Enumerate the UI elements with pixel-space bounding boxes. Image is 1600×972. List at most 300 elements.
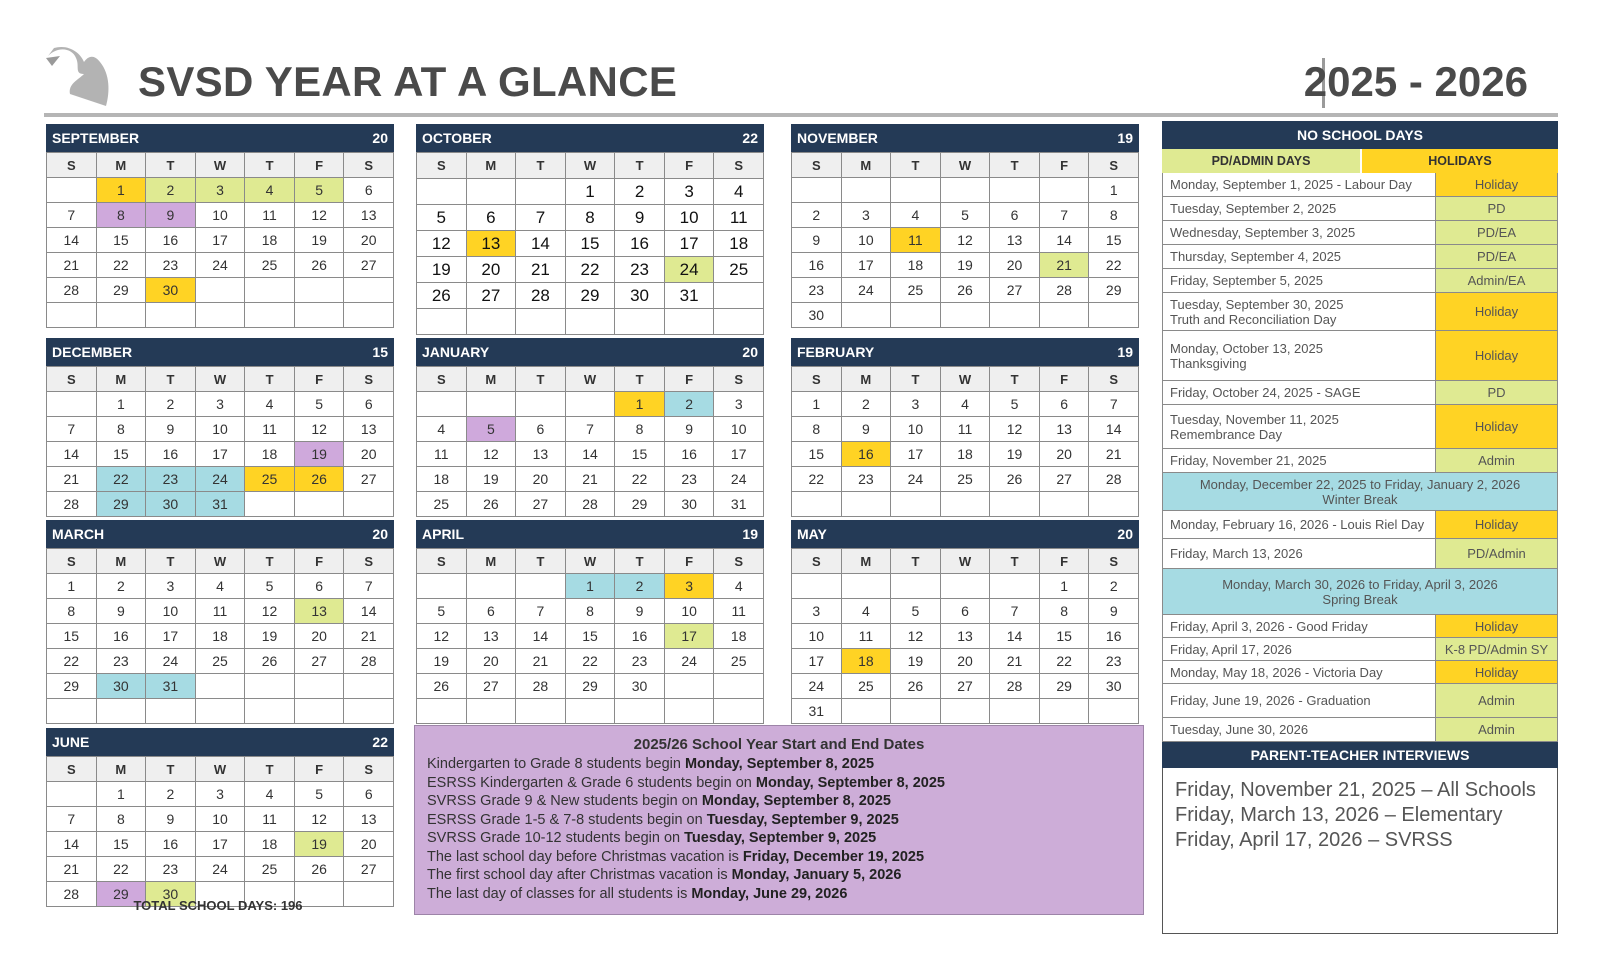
month-grid	[46, 756, 394, 907]
day-cell: 18	[245, 228, 295, 253]
day-cell: 11	[417, 442, 467, 467]
day-cell: 30	[665, 492, 715, 517]
day-cell: 16	[792, 253, 842, 278]
day-cell: 5	[891, 599, 941, 624]
day-cell: 29	[615, 492, 665, 517]
day-cell: 12	[245, 599, 295, 624]
day-cell: 15	[1089, 228, 1139, 253]
date-value: Monday, September 8, 2025	[684, 756, 875, 772]
weekday-label: T	[146, 153, 196, 178]
day-cell: 3	[891, 392, 941, 417]
empty-cell	[516, 309, 566, 335]
day-cell: 6	[990, 203, 1040, 228]
date-subtext: Truth and Reconciliation Day	[1170, 311, 1337, 327]
day-cell: 6	[941, 599, 991, 624]
empty-cell	[245, 674, 295, 699]
day-cell: 21	[47, 857, 97, 882]
day-cell: 28	[47, 882, 97, 907]
weekday-label: W	[196, 757, 246, 782]
day-cell: 14	[344, 599, 394, 624]
date-description: ESRSS Kindergarten & Grade 6 students begin on	[427, 774, 756, 791]
day-cell: 2	[792, 203, 842, 228]
day-cell: 8	[97, 417, 147, 442]
day-cell: 3	[792, 599, 842, 624]
day-cell: 10	[665, 599, 715, 624]
day-cell: 21	[1089, 442, 1139, 467]
date-text: Wednesday, September 3, 2025	[1170, 225, 1356, 240]
day-cell: 29	[1040, 674, 1090, 699]
empty-cell	[714, 699, 764, 724]
date-value: Tuesday, September 9, 2025	[706, 811, 899, 828]
date-text: Friday, October 24, 2025 - SAGE	[1170, 385, 1361, 400]
school-year-date-line	[427, 755, 1131, 774]
day-cell: 15	[97, 442, 147, 467]
day-cell: 27	[990, 278, 1040, 303]
day-cell: 24	[891, 467, 941, 492]
empty-cell	[516, 699, 566, 724]
empty-cell	[245, 278, 295, 303]
day-cell: 3	[842, 203, 892, 228]
day-cell: 6	[295, 574, 345, 599]
empty-cell	[344, 699, 394, 724]
interview-date: Friday, April 17, 2026 – SVRSS	[1175, 829, 1453, 851]
month-grid	[416, 152, 764, 335]
day-cell: 30	[615, 283, 665, 309]
day-cell: 22	[615, 467, 665, 492]
weekday-label: W	[566, 549, 616, 574]
weekday-label: F	[295, 549, 345, 574]
day-cell: 24	[196, 857, 246, 882]
weekday-label: S	[47, 757, 97, 782]
weekday-label: T	[990, 367, 1040, 392]
day-cell: 14	[516, 231, 566, 257]
day-cell: 15	[792, 442, 842, 467]
day-cell: 19	[295, 442, 345, 467]
day-type: Admin	[1435, 718, 1557, 741]
day-cell: 11	[891, 228, 941, 253]
day-cell: 30	[792, 303, 842, 328]
date-text: Tuesday, November 11, 2025	[1170, 411, 1339, 427]
day-type: PD/Admin	[1435, 539, 1557, 568]
day-cell: 5	[990, 392, 1040, 417]
day-type: PD	[1435, 381, 1557, 404]
no-school-date	[1163, 269, 1435, 292]
weekday-label: T	[990, 549, 1040, 574]
legend-pd-admin: PD/ADMIN DAYS	[1162, 149, 1362, 173]
weekday-label: W	[941, 367, 991, 392]
date-value: Monday, June 29, 2026	[691, 885, 848, 902]
day-cell: 21	[516, 257, 566, 283]
day-type: Admin	[1435, 684, 1557, 717]
day-cell: 12	[467, 442, 517, 467]
day-type: Admin/EA	[1435, 269, 1557, 292]
break-dates: Monday, March 30, 2026 to Friday, April 3, 2026	[1222, 576, 1498, 592]
day-cell: 3	[714, 392, 764, 417]
weekday-label: S	[344, 757, 394, 782]
weekday-label: S	[344, 549, 394, 574]
month-school-days: 19	[1117, 130, 1133, 146]
date-text: Thursday, September 4, 2025	[1170, 249, 1342, 264]
weekday-label: M	[842, 549, 892, 574]
month-header	[46, 520, 394, 548]
day-cell: 25	[941, 467, 991, 492]
empty-cell	[1089, 492, 1139, 517]
empty-cell	[516, 392, 566, 417]
date-description: ESRSS Grade 1-5 & 7-8 students begin on	[427, 811, 707, 828]
day-cell: 4	[245, 782, 295, 807]
empty-cell	[295, 674, 345, 699]
day-cell: 19	[417, 649, 467, 674]
weekday-label: S	[417, 549, 467, 574]
month-school-days: 19	[1117, 344, 1133, 360]
day-cell: 17	[196, 228, 246, 253]
weekday-label: T	[615, 367, 665, 392]
day-cell: 13	[1040, 417, 1090, 442]
date-text: Monday, May 18, 2026 - Victoria Day	[1170, 664, 1383, 680]
no-school-date	[1163, 331, 1435, 380]
empty-cell	[714, 674, 764, 699]
month-december	[46, 338, 394, 517]
day-cell: 8	[1089, 203, 1139, 228]
day-cell: 30	[97, 674, 147, 699]
day-cell: 17	[891, 442, 941, 467]
day-cell: 16	[146, 228, 196, 253]
no-school-date	[1163, 718, 1435, 741]
day-cell: 26	[245, 649, 295, 674]
weekday-label: M	[467, 549, 517, 574]
day-cell: 28	[47, 492, 97, 517]
date-description: Kindergarten to Grade 8 students begin	[427, 756, 685, 772]
day-cell: 3	[196, 392, 246, 417]
weekday-label: S	[792, 153, 842, 178]
month-february	[791, 338, 1139, 517]
no-school-row	[1163, 449, 1557, 473]
empty-cell	[467, 309, 517, 335]
date-text: Tuesday, September 30, 2025	[1170, 296, 1344, 312]
no-school-date	[1163, 684, 1435, 717]
empty-cell	[1040, 178, 1090, 203]
weekday-label: W	[566, 153, 616, 179]
day-cell: 16	[615, 231, 665, 257]
weekday-label: M	[97, 153, 147, 178]
day-cell: 9	[146, 807, 196, 832]
no-school-row	[1163, 197, 1557, 221]
day-cell: 22	[97, 467, 147, 492]
month-school-days: 20	[1117, 526, 1133, 542]
weekday-label: F	[1040, 367, 1090, 392]
day-cell: 22	[97, 857, 147, 882]
day-cell: 1	[1040, 574, 1090, 599]
day-cell: 20	[344, 442, 394, 467]
month-may	[791, 520, 1139, 724]
day-cell: 2	[1089, 574, 1139, 599]
weekday-label: F	[1040, 549, 1090, 574]
day-cell: 4	[842, 599, 892, 624]
break-dates: Monday, December 22, 2025 to Friday, January 2, 2026	[1199, 476, 1521, 492]
day-cell: 20	[990, 253, 1040, 278]
month-name: SEPTEMBER	[52, 130, 140, 146]
date-value: Tuesday, September 9, 2025	[684, 830, 877, 846]
day-cell: 13	[295, 599, 345, 624]
day-cell: 5	[295, 178, 345, 203]
day-cell: 6	[344, 392, 394, 417]
day-cell: 4	[196, 574, 246, 599]
day-cell: 25	[245, 253, 295, 278]
month-school-days: 19	[742, 526, 758, 542]
day-cell: 25	[891, 278, 941, 303]
no-school-row	[1163, 173, 1557, 197]
weekday-label: W	[566, 367, 616, 392]
date-text: Monday, February 16, 2026 - Louis Riel Day	[1170, 517, 1425, 532]
break-name: Winter Break	[1322, 491, 1398, 507]
weekday-label: T	[891, 549, 941, 574]
weekday-label: M	[467, 153, 517, 179]
no-school-row	[1163, 718, 1557, 742]
day-cell: 5	[417, 205, 467, 231]
day-cell: 12	[891, 624, 941, 649]
school-year-date-line	[427, 829, 1131, 848]
day-cell: 28	[566, 492, 616, 517]
day-cell: 20	[295, 624, 345, 649]
day-cell: 5	[417, 599, 467, 624]
empty-cell	[941, 178, 991, 203]
swan-logo-icon	[44, 44, 114, 108]
day-cell: 11	[245, 203, 295, 228]
weekday-label: S	[1089, 549, 1139, 574]
day-cell: 13	[467, 231, 517, 257]
day-cell: 8	[566, 599, 616, 624]
weekday-label: S	[1089, 153, 1139, 178]
empty-cell	[792, 574, 842, 599]
day-cell: 18	[714, 624, 764, 649]
weekday-label: S	[792, 549, 842, 574]
day-cell: 25	[245, 857, 295, 882]
day-cell: 15	[97, 228, 147, 253]
day-cell: 1	[47, 574, 97, 599]
no-school-date	[1163, 245, 1435, 268]
weekday-label: S	[417, 153, 467, 179]
day-cell: 24	[196, 253, 246, 278]
day-cell: 2	[146, 392, 196, 417]
day-cell: 15	[566, 624, 616, 649]
no-school-date	[1163, 539, 1435, 568]
date-value: Monday, January 5, 2026	[731, 867, 902, 883]
day-cell: 7	[47, 417, 97, 442]
day-type: Holiday	[1435, 511, 1557, 538]
month-school-days: 15	[372, 344, 388, 360]
no-school-row	[1163, 269, 1557, 293]
no-school-row	[1163, 381, 1557, 405]
school-year-date-line	[427, 866, 1131, 885]
day-cell: 18	[891, 253, 941, 278]
weekday-label: S	[714, 367, 764, 392]
day-cell: 23	[665, 467, 715, 492]
day-cell: 27	[467, 283, 517, 309]
date-subtext: Thanksgiving	[1170, 355, 1247, 371]
day-cell: 26	[941, 278, 991, 303]
no-school-date	[1163, 638, 1435, 660]
empty-cell	[891, 178, 941, 203]
break-row	[1163, 473, 1557, 511]
day-cell: 1	[615, 392, 665, 417]
empty-cell	[941, 303, 991, 328]
day-cell: 7	[566, 417, 616, 442]
break-name: Spring Break	[1322, 591, 1398, 607]
parent-teacher-interviews-title: PARENT-TEACHER INTERVIEWS	[1162, 742, 1558, 768]
no-school-date	[1163, 381, 1435, 404]
day-cell: 14	[516, 624, 566, 649]
day-cell: 19	[891, 649, 941, 674]
no-school-row	[1163, 539, 1557, 569]
weekday-label: T	[146, 757, 196, 782]
date-description: The first school day after Christmas vacation is	[427, 867, 732, 883]
day-cell: 1	[97, 392, 147, 417]
day-cell: 31	[665, 283, 715, 309]
day-cell: 23	[842, 467, 892, 492]
empty-cell	[566, 392, 616, 417]
day-cell: 16	[97, 624, 147, 649]
day-cell: 22	[566, 257, 616, 283]
day-type: Holiday	[1435, 661, 1557, 683]
empty-cell	[990, 303, 1040, 328]
weekday-label: T	[516, 153, 566, 179]
month-school-days: 20	[742, 344, 758, 360]
date-text: Tuesday, September 2, 2025	[1170, 201, 1337, 216]
day-cell: 19	[990, 442, 1040, 467]
day-cell: 7	[47, 203, 97, 228]
day-cell: 26	[990, 467, 1040, 492]
day-cell: 26	[891, 674, 941, 699]
weekday-label: W	[941, 153, 991, 178]
day-cell: 9	[665, 417, 715, 442]
empty-cell	[467, 574, 517, 599]
page-title: SVSD YEAR AT A GLANCE	[138, 58, 678, 105]
empty-cell	[344, 674, 394, 699]
date-text: Monday, October 13, 2025	[1170, 340, 1323, 356]
day-cell: 1	[566, 574, 616, 599]
empty-cell	[1040, 699, 1090, 724]
no-school-row	[1163, 245, 1557, 269]
date-text: Tuesday, June 30, 2026	[1170, 722, 1309, 737]
day-cell: 30	[146, 492, 196, 517]
day-cell: 14	[1040, 228, 1090, 253]
day-cell: 14	[47, 228, 97, 253]
day-cell: 13	[344, 203, 394, 228]
month-name: MAY	[797, 526, 827, 542]
no-school-row	[1163, 661, 1557, 684]
day-type: PD	[1435, 197, 1557, 220]
month-header	[791, 338, 1139, 366]
day-cell: 11	[714, 599, 764, 624]
day-cell: 27	[941, 674, 991, 699]
day-cell: 31	[146, 674, 196, 699]
empty-cell	[47, 699, 97, 724]
day-cell: 13	[344, 417, 394, 442]
day-cell: 22	[1040, 649, 1090, 674]
day-cell: 19	[467, 467, 517, 492]
day-cell: 9	[792, 228, 842, 253]
day-cell: 26	[417, 283, 467, 309]
day-cell: 28	[516, 283, 566, 309]
month-grid	[791, 152, 1139, 328]
day-cell: 11	[245, 807, 295, 832]
day-cell: 20	[1040, 442, 1090, 467]
day-cell: 23	[146, 467, 196, 492]
empty-cell	[990, 178, 1040, 203]
day-cell: 2	[615, 179, 665, 205]
day-cell: 20	[344, 832, 394, 857]
weekday-label: M	[97, 549, 147, 574]
day-cell: 24	[665, 257, 715, 283]
day-cell: 12	[295, 203, 345, 228]
day-type: Holiday	[1435, 405, 1557, 448]
day-cell: 7	[344, 574, 394, 599]
month-grid	[416, 366, 764, 517]
no-school-date	[1163, 405, 1435, 448]
empty-cell	[891, 303, 941, 328]
weekday-label: T	[516, 367, 566, 392]
empty-cell	[941, 699, 991, 724]
weekday-label: F	[295, 757, 345, 782]
day-cell: 29	[47, 674, 97, 699]
month-school-days: 20	[372, 526, 388, 542]
no-school-date	[1163, 221, 1435, 244]
empty-cell	[196, 303, 246, 328]
month-header	[46, 124, 394, 152]
day-type: Holiday	[1435, 331, 1557, 380]
empty-cell	[245, 303, 295, 328]
school-year-dates-box	[414, 725, 1144, 915]
weekday-label: T	[245, 153, 295, 178]
day-cell: 28	[47, 278, 97, 303]
weekday-label: T	[516, 549, 566, 574]
day-cell: 21	[990, 649, 1040, 674]
no-school-days-title: NO SCHOOL DAYS	[1162, 121, 1558, 149]
empty-cell	[891, 492, 941, 517]
weekday-label: M	[842, 367, 892, 392]
month-grid	[46, 548, 394, 724]
day-cell: 23	[615, 257, 665, 283]
day-cell: 11	[941, 417, 991, 442]
day-cell: 19	[295, 228, 345, 253]
day-cell: 25	[417, 492, 467, 517]
no-school-row	[1163, 511, 1557, 539]
day-type: PD/EA	[1435, 245, 1557, 268]
empty-cell	[990, 699, 1040, 724]
day-cell: 27	[344, 857, 394, 882]
day-cell: 11	[842, 624, 892, 649]
day-cell: 5	[467, 417, 517, 442]
day-cell: 11	[196, 599, 246, 624]
day-cell: 15	[615, 442, 665, 467]
day-cell: 25	[196, 649, 246, 674]
school-year-date-line	[427, 885, 1131, 904]
empty-cell	[97, 699, 147, 724]
day-cell: 9	[615, 205, 665, 231]
day-cell: 4	[417, 417, 467, 442]
day-cell: 9	[146, 203, 196, 228]
legend-holidays: HOLIDAYS	[1362, 149, 1558, 173]
date-description: SVRSS Grade 9 & New students begin on	[427, 793, 702, 809]
month-name: OCTOBER	[422, 130, 492, 146]
weekday-label: S	[47, 367, 97, 392]
weekday-label: W	[196, 549, 246, 574]
empty-cell	[1089, 699, 1139, 724]
day-cell: 1	[566, 179, 616, 205]
day-cell: 19	[295, 832, 345, 857]
empty-cell	[295, 699, 345, 724]
empty-cell	[295, 492, 345, 517]
